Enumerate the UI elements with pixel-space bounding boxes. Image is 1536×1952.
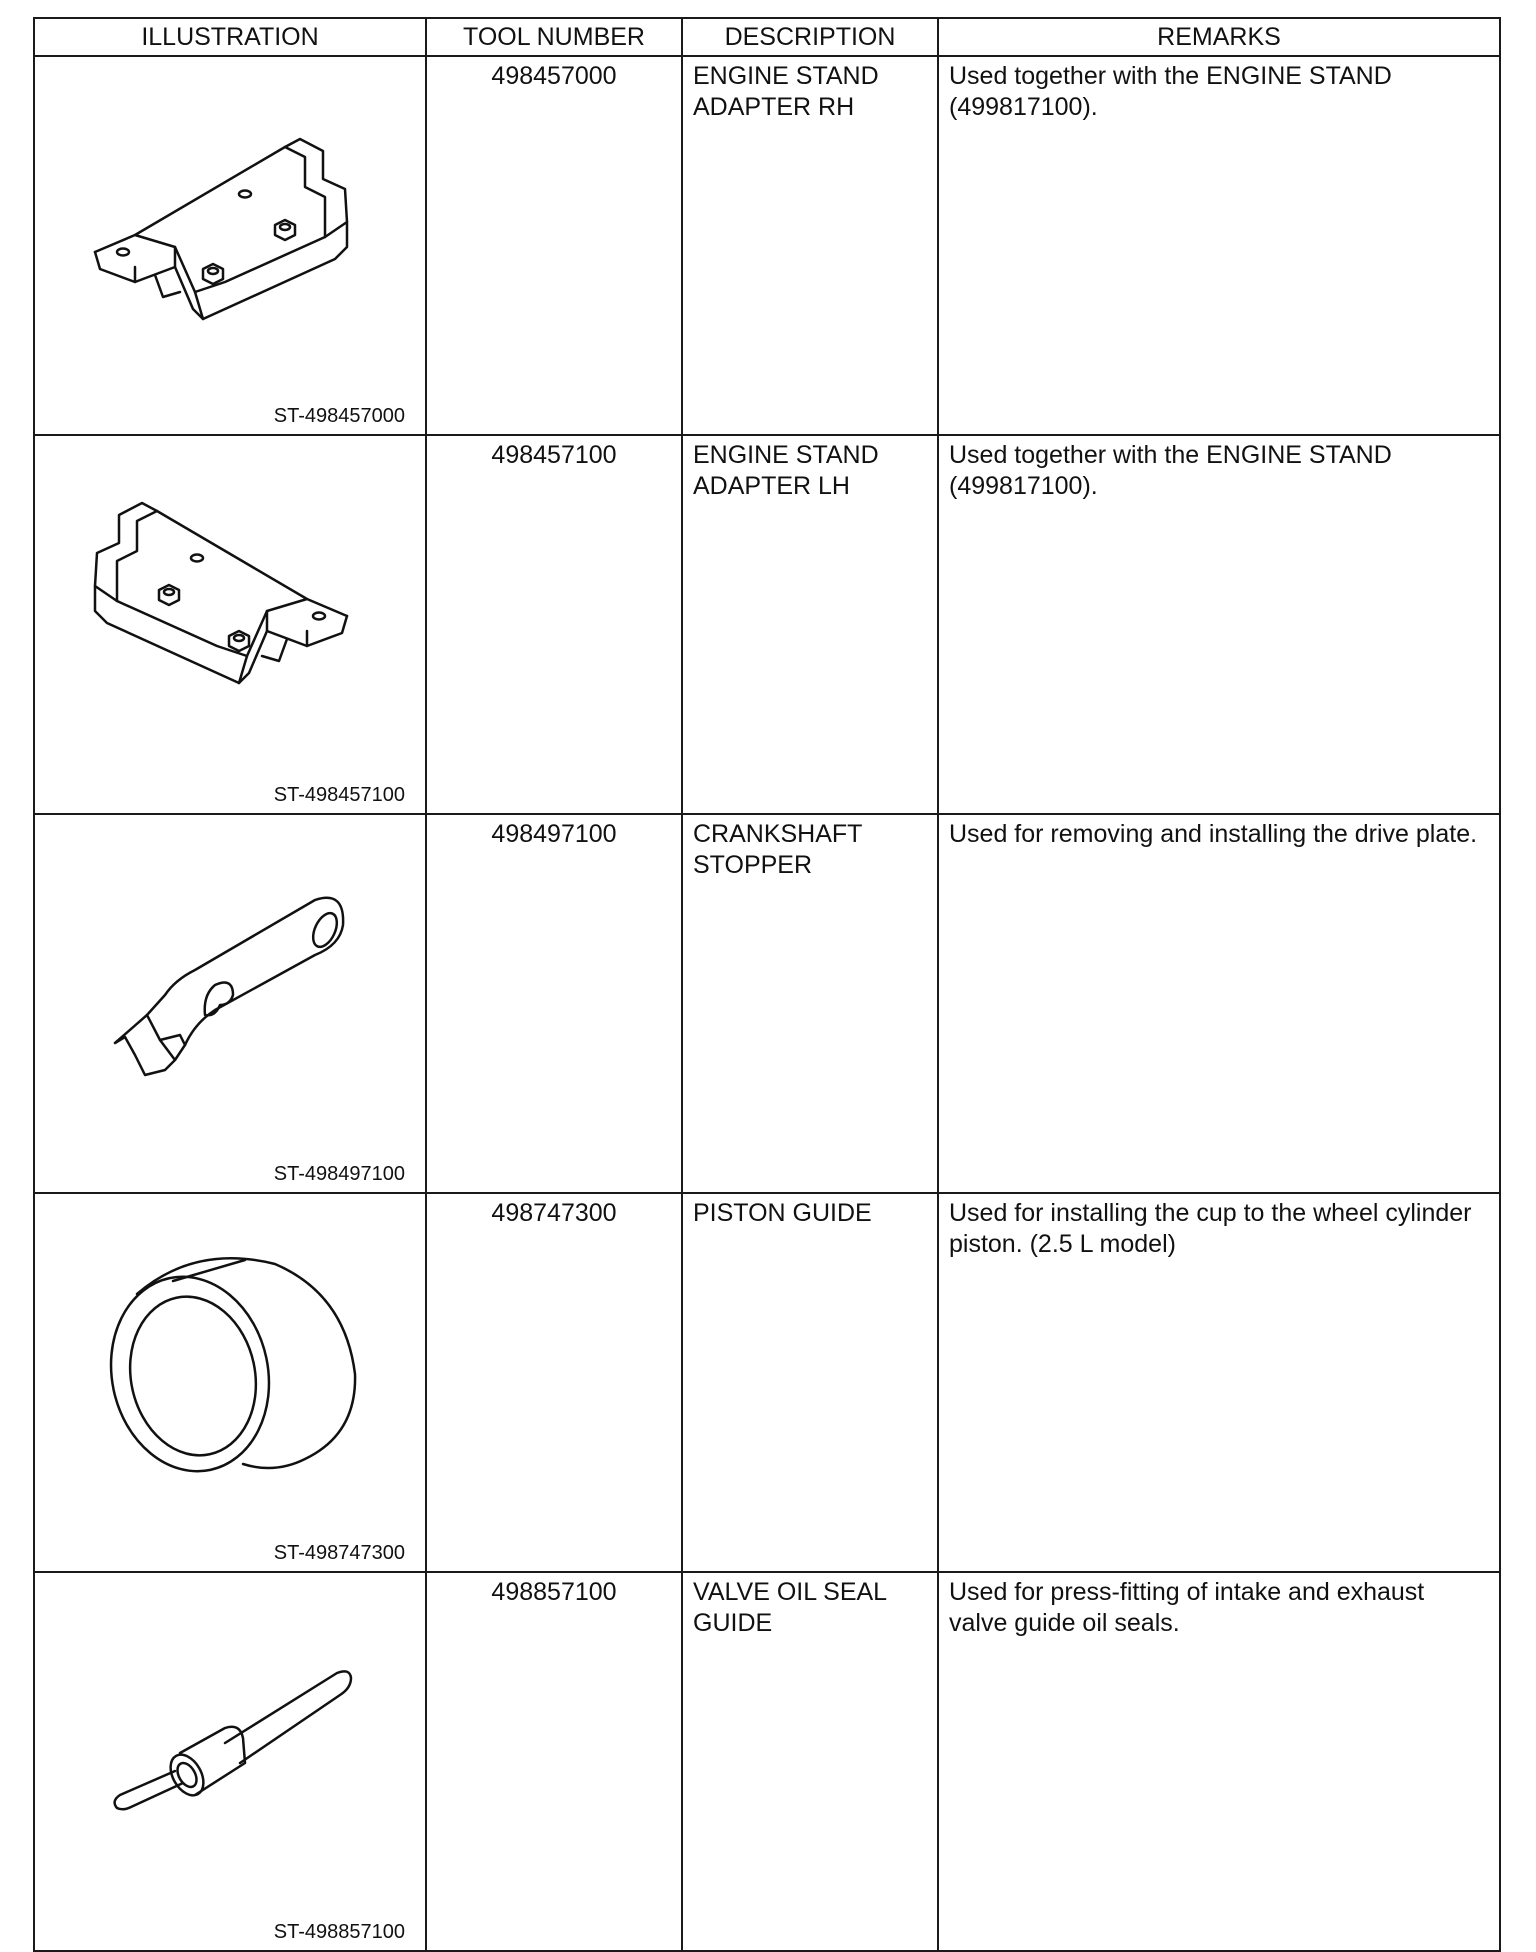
header-description: DESCRIPTION	[682, 18, 938, 56]
illustration-caption: ST-498457100	[273, 784, 405, 806]
illustration-cell	[34, 435, 426, 814]
tool-number-cell: 498457100	[426, 435, 682, 814]
illustration-cell	[34, 814, 426, 1193]
illustration-caption: ST-498457000	[273, 405, 405, 427]
tool-number-cell: 498457000	[426, 56, 682, 435]
description-cell: ENGINE STAND ADAPTER LH	[682, 435, 938, 814]
remarks-cell: Used for installing the cup to the wheel cylinder piston. (2.5 L model)	[938, 1193, 1500, 1572]
tool-number-cell: 498857100	[426, 1572, 682, 1951]
illustration-caption: ST-498497100	[273, 1163, 405, 1185]
remarks-cell: Used together with the ENGINE STAND (499817100).	[938, 435, 1500, 814]
description-cell: VALVE OIL SEAL GUIDE	[682, 1572, 938, 1951]
description-cell: ENGINE STAND ADAPTER RH	[682, 56, 938, 435]
header-remarks: REMARKS	[938, 18, 1500, 56]
description-cell: CRANKSHAFT STOPPER	[682, 814, 938, 1193]
valve-oil-seal-guide-icon	[75, 1603, 387, 1903]
engine-stand-adapter-rh-icon	[75, 87, 387, 387]
remarks-cell: Used together with the ENGINE STAND (499817100).	[938, 56, 1500, 435]
header-row	[34, 18, 1500, 56]
special-tools-table	[33, 17, 1501, 1952]
table-row	[34, 1572, 1500, 1951]
illustration-cell	[34, 1572, 426, 1951]
table-row	[34, 435, 1500, 814]
engine-stand-adapter-lh-icon	[75, 466, 387, 766]
remarks-cell: Used for press-fitting of intake and exhaust valve guide oil seals.	[938, 1572, 1500, 1951]
crankshaft-stopper-icon	[75, 845, 387, 1145]
tool-number-cell: 498747300	[426, 1193, 682, 1572]
illustration-caption: ST-498747300	[273, 1542, 405, 1564]
tool-number-cell: 498497100	[426, 814, 682, 1193]
piston-guide-icon	[75, 1224, 387, 1524]
illustration-cell	[34, 1193, 426, 1572]
remarks-cell: Used for removing and installing the drive plate.	[938, 814, 1500, 1193]
table-row	[34, 56, 1500, 435]
description-cell: PISTON GUIDE	[682, 1193, 938, 1572]
header-illustration: ILLUSTRATION	[34, 18, 426, 56]
header-tool-number: TOOL NUMBER	[426, 18, 682, 56]
table-row	[34, 1193, 1500, 1572]
illustration-cell	[34, 56, 426, 435]
table-row	[34, 814, 1500, 1193]
illustration-caption: ST-498857100	[273, 1921, 405, 1943]
